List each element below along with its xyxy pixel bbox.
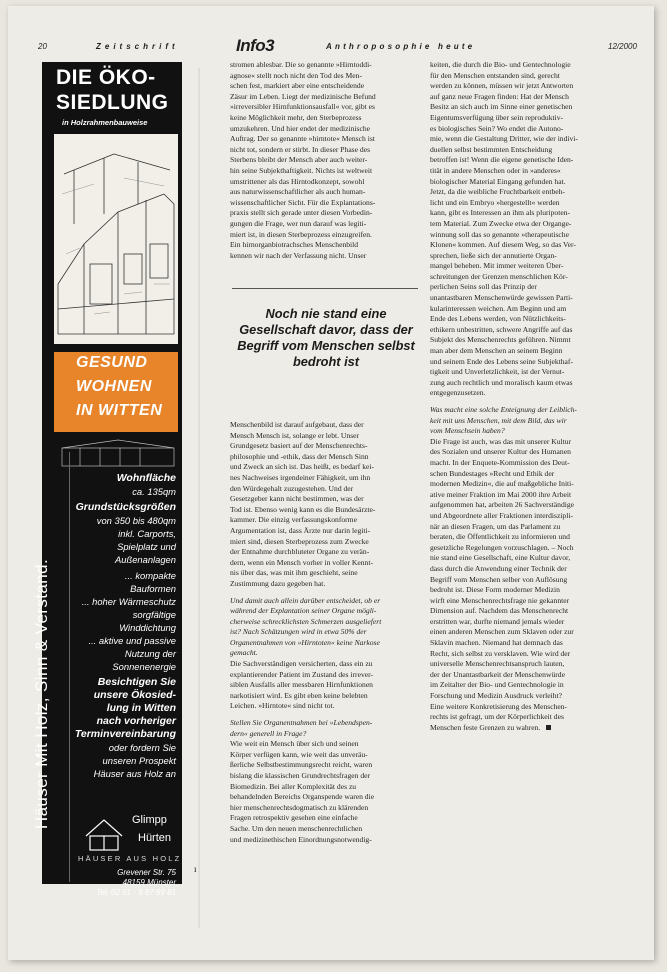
article-line-text: der der Unantastbarkeit der Menschenwürde	[430, 669, 565, 679]
article-line	[430, 240, 626, 251]
article-line	[230, 420, 422, 431]
article-line-text: Organentnahmen von »Hirntoten« keine Narkose	[230, 637, 380, 647]
article-line	[230, 750, 422, 761]
ad-feature-line: Spielplatz und	[117, 541, 176, 552]
company-tagline: HÄUSER AUS HOLZ	[78, 854, 182, 863]
article-line: keine Möglichkeit mehr, den Sterbeprozess	[230, 112, 362, 122]
article-line-text: ist? Nach Schätzungen wird in etwa 50% der	[230, 627, 367, 637]
article-line	[430, 596, 626, 607]
article-line: nicht tot, sondern er stirbt. In dieser Phase des	[230, 144, 371, 154]
article-line	[430, 102, 626, 113]
article-line	[430, 113, 626, 124]
article-line-text: man aber dem Menschen an seinem Beginn	[430, 346, 563, 356]
article-line	[430, 617, 626, 628]
article-line	[230, 452, 422, 463]
article-line	[430, 532, 626, 543]
ad-title-line1: DIE ÖKO-	[56, 66, 156, 89]
article-line	[430, 314, 626, 325]
article-line: gungen die Frage, wer nun darauf was legiti-	[230, 218, 367, 228]
ad-feature-line: inkl. Carports,	[118, 528, 176, 539]
article-line-text: tigkeit und Unverletzlichkeit, ist der Vernut-	[430, 367, 565, 377]
article-line-text: nes Nachweises irgendeiner Fähigkeit, um ihn	[230, 472, 371, 482]
article-line: umstrittener als das Hirntodkonzept, sowohl	[230, 176, 365, 186]
issue-date: 12/2000	[608, 42, 637, 51]
article-line	[430, 543, 626, 554]
article-line-text: den Würdegehalt zuzugestehen. Und der	[230, 483, 354, 493]
article-line-text: mie, wenn die Gestaltung Dritter, wie der indivi-	[430, 134, 578, 144]
article-line-text: und medizinethischen Einordnungsnotwendig-	[230, 834, 372, 844]
article-line-text: winnung soll das so genannte »therapeutische	[430, 229, 569, 239]
ad-feature-line: Wohnfläche	[116, 472, 176, 484]
article-line	[430, 71, 626, 82]
article-line: Auftrag. Der so genannte »hirntote« Mensch ist	[230, 134, 375, 144]
article-line	[230, 484, 422, 495]
ad-feature-line: unsere Ökosied-	[93, 689, 176, 701]
article-line	[430, 553, 626, 564]
article-line	[430, 500, 626, 511]
article-line-text: Was macht eine solche Enteignung der Leiblich-	[430, 405, 577, 414]
article-line: stromen ablesbar. Die so genannte »Hirntoddi-	[230, 60, 372, 69]
article-line-text: werden zu können, müssen wir jetzt Antworten	[430, 81, 574, 91]
article-line	[230, 782, 422, 793]
article-question-line	[230, 606, 422, 617]
article-line-text: miert sind, diesen Sterbeprozess zum Zwecke	[230, 536, 369, 546]
article-line	[430, 155, 626, 166]
article-line-text: tität in andere Menschen oder in »anderes«	[430, 165, 561, 175]
article-line-text: bislang die klassischen Grundrechtsfragen der	[230, 771, 371, 780]
article-question-line	[230, 718, 422, 729]
article-line-text: Tod ist. Ebenso wenig kann es die Bundesärzte-	[230, 504, 376, 514]
magazine-logo: Info3	[236, 36, 275, 55]
ad-feature-line: ... kompakte	[124, 570, 176, 581]
article-line	[230, 547, 422, 558]
article-line	[230, 771, 422, 782]
article-line	[430, 346, 626, 357]
article-line-text: unantastbaren Menschenwürde gewissen Parti-	[430, 293, 573, 303]
article-line	[430, 219, 626, 230]
article-line-text: und Abgeordnete aller Fraktionen interdiszipli-	[430, 510, 573, 520]
article-line	[230, 824, 422, 835]
article-line-text: ethikern unbestritten, schwere Angriffe auf das	[430, 324, 573, 334]
article-line	[230, 494, 422, 505]
margin-mark: ı	[194, 864, 197, 874]
magazine-label: Zeitschrift	[96, 42, 179, 51]
house-outline-icon	[60, 438, 178, 468]
ad-feature-line: Besichtigen Sie	[97, 676, 176, 688]
article-line: Sterbens bleibt der Mensch aber auch weiter-	[230, 155, 368, 165]
article-line	[230, 558, 422, 569]
page-number: 20	[38, 42, 47, 51]
article-line	[230, 579, 422, 590]
ad-feature-line: lung in Witten	[106, 702, 176, 714]
ad-feature-line: unseren Prospekt	[102, 755, 176, 766]
ad-feature-line: sorgfältige	[132, 609, 176, 620]
article-line	[230, 505, 422, 516]
article-line	[430, 649, 626, 660]
article-line	[430, 304, 626, 315]
article-line-text: des Sozialen und unserer Kultur des Humanen	[430, 447, 571, 457]
article-line: agnose« stellt noch nicht den Tod des Men-	[230, 70, 362, 80]
article-line-text: nis über das, was mit ihm geschieht, seine	[230, 568, 358, 578]
article-line-text: und seinem Ende des Lebens seine Subjekthaf-	[430, 356, 573, 366]
ad-feature-line: Grundstücksgrößen	[75, 501, 176, 513]
article-line-text: auf ganz neue Fragen finden: Hat der Mensch	[430, 91, 569, 101]
article-line	[430, 134, 626, 145]
article-line	[430, 469, 626, 480]
article-line	[430, 378, 626, 389]
article-line	[430, 670, 626, 681]
article-line-text: perlichen Seins soll das Prinzip der	[430, 282, 537, 292]
article-line-text: kammer. Die einzig verfassungskonforme	[230, 515, 357, 525]
article-line	[230, 431, 422, 442]
article-line-text: ative meiner Fraktion im Mai 2000 ihre Arbeit	[430, 489, 572, 499]
article-line-text: Stellen Sie Organentnahmen bei »Lebendspen-	[230, 718, 373, 728]
article-line	[430, 293, 626, 304]
article-line-text: dass durch die Anwendung einer Technik der	[430, 563, 567, 573]
article-line-text: nie stand eine Gesellschaft, eine Kultur davor,	[430, 553, 571, 563]
article-line-text: Sklavin machen. Niemand hat demnach das	[430, 638, 563, 648]
article-line	[230, 739, 422, 750]
article-line-text: Klonen« kommen. Auf diesem Weg, so das Ver-	[430, 240, 576, 250]
article-line	[430, 638, 626, 649]
end-of-article-mark	[546, 725, 551, 730]
article-line-text: sprechen, ließe sich der annutierte Organ-	[430, 250, 557, 260]
article-line	[430, 712, 626, 723]
article-line-text: Dimension auf. Nachdem das Menschenrecht	[430, 606, 569, 616]
article-line-text: im Zeitalter der Bio- und Gentechnologie in	[430, 680, 564, 690]
article-line-text: Besitz an sich auch im Sinne einer genetischen	[430, 102, 573, 112]
company-name-line1: Glimpp	[132, 814, 167, 826]
article-line-text: Biomedizin. Bei aller Komplexität des zu	[230, 781, 357, 791]
article-line-text: Fragen retrospektiv gesehen eine einfache	[230, 813, 358, 823]
article-line: umzukehren. Und hier endet der medizinische	[230, 123, 371, 133]
article-line	[430, 145, 626, 156]
article-line	[430, 490, 626, 501]
article-line-text: bedroht ist. Diese Form moderner Medizin	[430, 585, 560, 595]
article-line	[230, 568, 422, 579]
article-line	[430, 261, 626, 272]
article-line-text: universelle Menschenrechtsanspruch lauten,	[430, 659, 565, 669]
article-line	[230, 803, 422, 814]
article-line	[430, 723, 626, 734]
article-line	[230, 473, 422, 484]
article-line	[430, 388, 626, 399]
article-line	[430, 208, 626, 219]
ad-feature-list	[72, 472, 176, 780]
article-line	[430, 522, 626, 533]
article-line	[230, 680, 422, 691]
article-line: praxis stellt sich gerade unter diesen Vorbedin-	[230, 208, 373, 218]
article-line-text: Leichen. »Hirntote« sind nicht tot.	[230, 701, 335, 711]
article-line	[430, 251, 626, 262]
article-line-text: Und damit auch allein darüber entscheidet, ob er	[230, 595, 381, 605]
article-line-text: dern, wenn ein Mensch vorher in voller Kennt-	[230, 557, 373, 567]
article-line	[430, 585, 626, 596]
article-line	[430, 81, 626, 92]
article-line	[230, 670, 422, 681]
company-address	[92, 868, 176, 898]
article-line-text: beraten, die Öffentlichkeit zu informieren und	[430, 532, 570, 542]
ad-feature-line: Winddichtung	[119, 622, 176, 633]
article-line-text: Subjekt des Menschenrechts geführen. Nimmt	[430, 335, 571, 345]
article-line	[430, 357, 626, 368]
ad-feature-line: Bauformen	[130, 583, 176, 594]
pull-quote: Noch nie stand eine Gesellschaft davor, dass der Begriff vom Menschen selbst bedroht ist	[237, 306, 415, 369]
address-street: Grevener Str. 75	[117, 868, 176, 877]
article-line	[430, 511, 626, 522]
article-line-text: gesetzliche Regelungen vorzuschlagen. – Noch	[430, 542, 574, 552]
article-line-text: schreitungen der Grenzen menschlichen Kör-	[430, 271, 568, 281]
ad-feature-line: Außenanlagen	[115, 554, 176, 565]
article-line-text: erstritten war, durfte niemand jemals wieder	[430, 616, 565, 626]
article-line-text: Gesetzgeber kann nicht bestimmen, was der	[230, 494, 364, 504]
article-line	[230, 537, 422, 548]
article-line-text: keit mit uns Menschen, mit dem Bild, das wir	[430, 415, 567, 425]
article-line-text: Körper verfügen kann, wie weit das unveräu-	[230, 749, 368, 759]
article-line-text: tem Material. Zum Zwecke etwa der Organge-	[430, 218, 572, 228]
article-question-line	[230, 648, 422, 659]
article-line	[430, 479, 626, 490]
article-line-text: kularinteressen weichen. Am Beginn und am	[430, 303, 567, 313]
article-line-text: zung auch rechtlich und moralisch kaum etwas	[430, 377, 573, 387]
ad-headline-line1: GESUND	[76, 354, 148, 371]
article-line-text: es biologisches Sein? Wo endet die Autono-	[430, 123, 564, 133]
article-line-text: rechts ist gefragt, um der Körperlichkeit des	[430, 712, 564, 722]
article-line-text: dern« generell in Frage?	[230, 728, 307, 738]
article-line	[430, 282, 626, 293]
article-line	[230, 792, 422, 803]
ad-vertical-slogan: Häuser Mit Holz, Sinn & Verstand.	[32, 558, 51, 830]
article-line	[430, 325, 626, 336]
article-question-line	[230, 627, 422, 638]
article-line-text: Recht, sich selbst zu versklaven. Wie wird der	[430, 648, 571, 658]
article-line	[430, 335, 626, 346]
article-line: schen fest, markiert aber eine entscheidende	[230, 81, 365, 91]
article-line-text: der Entnahme durchbluteter Organe zu verän-	[230, 547, 370, 557]
article-line	[430, 437, 626, 448]
article-line	[430, 606, 626, 617]
article-line-text: mangel beheben. Mit immer weiteren Über-	[430, 261, 564, 271]
article-line: miert ist, in diesen Sterbeprozess einzugreifen.	[230, 229, 372, 239]
article-line-text: cherweise schrecklichsten Schmerzen ausgeliefert	[230, 616, 382, 626]
article-line	[230, 659, 422, 670]
article-line-text: Forschung und Medizin Ausdruck verleiht?	[430, 691, 563, 701]
article-line	[230, 691, 422, 702]
ad-feature-line: ca. 135qm	[132, 486, 176, 497]
ad-feature-line: oder fordern Sie	[108, 742, 176, 753]
article-line	[230, 813, 422, 824]
article-line-text: Mensch Mensch ist, solange er lebt. Unser	[230, 430, 360, 440]
article-question-line	[230, 638, 422, 649]
ad-feature-line: Terminvereinbarung	[74, 728, 176, 740]
article-line-text: entgegenzusetzen.	[430, 388, 486, 398]
company-name-line2: Hürten	[138, 832, 172, 844]
article-line-text: explantierender Patient im Zustand des irrever-	[230, 669, 374, 679]
article-line	[230, 515, 422, 526]
article-line-text: aufgenommen hat, arbeiten 26 Sachverständige	[430, 500, 575, 510]
article-line	[430, 702, 626, 713]
page-header	[26, 36, 644, 56]
article-line	[430, 564, 626, 575]
article-line-text: macht. In der Enquete-Kommission des Deut-	[430, 457, 570, 467]
ad-headline-line2: WOHNEN	[76, 378, 152, 395]
article-line-text: schen Bundestages »Recht und Ethik der	[430, 468, 555, 478]
ad-subtitle: in Holzrahmenbauweise	[62, 118, 148, 127]
article-line-text: Grundgesetz basiert auf der Menschenrechts-	[230, 441, 368, 451]
address-city: 48159 Münster	[122, 878, 176, 887]
article-line: hin seine Subjekthaftigkeit. Nichts ist weltweit	[230, 165, 373, 175]
ad-feature-line: Sonnenenergie	[112, 661, 176, 672]
ad-feature-line: von 350 bis 480qm	[96, 515, 176, 526]
article-line	[430, 230, 626, 241]
article-line-text: Wie weit ein Mensch über sich und seinen	[230, 739, 359, 749]
article-line-text: siblen Ausfalls aller messbaren Hirnfunktionen	[230, 680, 373, 690]
article-line	[230, 701, 422, 712]
article-line: wissenschaftlicher Sicht. Für die Explantations-	[230, 197, 376, 207]
article-line-text: behandelnden Bereichs Organspende waren die	[230, 792, 375, 802]
article-question-line	[430, 405, 626, 416]
article-line-text: Eigentumsverfügung über sein reproduktiv-	[430, 112, 564, 122]
article-line	[430, 627, 626, 638]
article-line-text: kann, gibt es Interessen an ihm als pluripoten-	[430, 208, 571, 218]
house-sketch-illustration	[54, 134, 178, 344]
article-line-text: betroffen ist! Wenn die eigene genetische Iden-	[430, 155, 574, 165]
article-line	[430, 458, 626, 469]
article-line-text: ßerliche Selbstbestimmungsrecht reicht, waren	[230, 760, 373, 770]
article-column-3	[430, 60, 626, 733]
article-column-2-bottom	[230, 420, 422, 845]
article-line-text: einen anderen Menschen zum Sklaven oder zur	[430, 627, 574, 637]
ad-title-line2: SIEDLUNG	[56, 91, 169, 114]
article-column-2-top	[230, 60, 422, 261]
article-line	[230, 462, 422, 473]
article-line	[430, 124, 626, 135]
article-line: »irreversibler Hirnfunktionsausfall« vor, gibt es	[230, 102, 375, 112]
article-line	[430, 60, 626, 71]
ad-feature-line: ... aktive und passive	[88, 635, 176, 646]
advertisement	[32, 62, 182, 897]
binding-shadow	[198, 68, 200, 928]
article-line-text: Menschen feste Grenzen zu wahren.	[430, 722, 541, 732]
article-line-text: Die Frage ist auch, was das mit unserer Kultur	[430, 436, 572, 446]
magazine-subtitle: Anthroposophie heute	[326, 42, 476, 51]
ad-headline-box	[54, 352, 178, 432]
article-line	[430, 272, 626, 283]
article-line: kennen wir nach der Verfassung nicht. Unser	[230, 250, 367, 260]
article-line-text: Ende des Lebens werden, von Nützlichkeits-	[430, 314, 566, 324]
ad-feature-line: Nutzung der	[124, 648, 176, 659]
article-line	[230, 760, 422, 771]
article-line	[430, 367, 626, 378]
address-phone: Tel. 02 51 - 9 87 69 81	[96, 888, 176, 897]
article-line-text: philosophie und -ethik, dass der Mensch Sinn	[230, 451, 369, 461]
article-line-text: biologischer Material Eingang gefunden hat.	[430, 176, 566, 186]
article-line-text: Argumentation ist, dass Ärzte nur darin legiti-	[230, 525, 371, 535]
article-line: Zäsur im Leben. Liegt der medizinische Befund	[230, 91, 376, 101]
article-line-text: keiten, die durch die Bio- und Gentechnologie	[430, 60, 571, 69]
article-line-text: und Zweck an sich ist. Das heißt, es bedarf kei-	[230, 462, 375, 472]
article-line	[230, 526, 422, 537]
article-line-text: Begriff vom Menschen selber von Auflösung	[430, 574, 568, 584]
article-line-text: vom Menschsein haben?	[430, 426, 505, 436]
article-question-line	[430, 426, 626, 437]
pull-quote-rule	[232, 288, 418, 289]
article-line	[430, 680, 626, 691]
article-line-text: wirft eine Menschenrechtsfrage nie gekannter	[430, 595, 570, 605]
article-line	[230, 441, 422, 452]
article-line-text: Menschenbild ist darauf aufgebaut, dass der	[230, 420, 364, 429]
article-line: Ein hirnorganbiotrachsches Menschenbild	[230, 240, 359, 250]
ad-feature-line: ... hoher Wärmeschutz	[81, 596, 176, 607]
article-line: aus naturwissenschaftlicher als auch human-	[230, 187, 366, 197]
article-question-line	[430, 416, 626, 427]
ad-feature-line: Häuser aus Holz an	[93, 768, 176, 779]
article-line	[430, 447, 626, 458]
article-line	[430, 691, 626, 702]
article-line-text: Eine weitere Konkretisierung des Menschen-	[430, 701, 568, 711]
article-question-line	[230, 729, 422, 740]
article-line-text: duellen selbst bestimmten Entscheidung	[430, 144, 553, 154]
article-line	[430, 187, 626, 198]
article-line	[430, 166, 626, 177]
ad-headline-line3: IN WITTEN	[76, 402, 163, 419]
article-line	[430, 575, 626, 586]
article-line	[430, 92, 626, 103]
article-line-text: när an diesen Fragen, um das Parlament zu	[430, 521, 561, 531]
article-line-text: modernen Medizin«, die auf maßgebliche Initi-	[430, 479, 574, 489]
article-line-text: licht und ein Embryo »hergestellt« werden	[430, 197, 560, 207]
article-line-text: gemacht.	[230, 648, 258, 658]
article-question-line	[230, 617, 422, 628]
article-line-text: Sache. Um den neuen menschenrechtlichen	[230, 823, 363, 833]
article-line	[430, 659, 626, 670]
article-line	[230, 835, 422, 846]
article-line	[430, 177, 626, 188]
ad-feature-line: nach vorheriger	[96, 715, 176, 727]
article-line-text: Die Sachverständigen versicherten, dass ein zu	[230, 659, 373, 669]
article-line-text: für den Menschen entstanden sind, gerecht	[430, 70, 560, 80]
article-line-text: Zustimmung dazu gegeben hat.	[230, 578, 326, 588]
article-line	[430, 198, 626, 209]
article-question-line	[230, 596, 422, 607]
article-line-text: Jetzt, da die weibliche Fruchtbarkeit entbeh-	[430, 187, 565, 197]
article-line-text: während der Explantation seiner Organe mögli-	[230, 606, 377, 616]
article-line-text: narkotisiert wird. Es gibt eben keine belebten	[230, 690, 368, 700]
article-line-text: hier menschenrechtsdogmatisch zu klärenden	[230, 802, 369, 812]
ad-divider-line	[69, 452, 70, 882]
